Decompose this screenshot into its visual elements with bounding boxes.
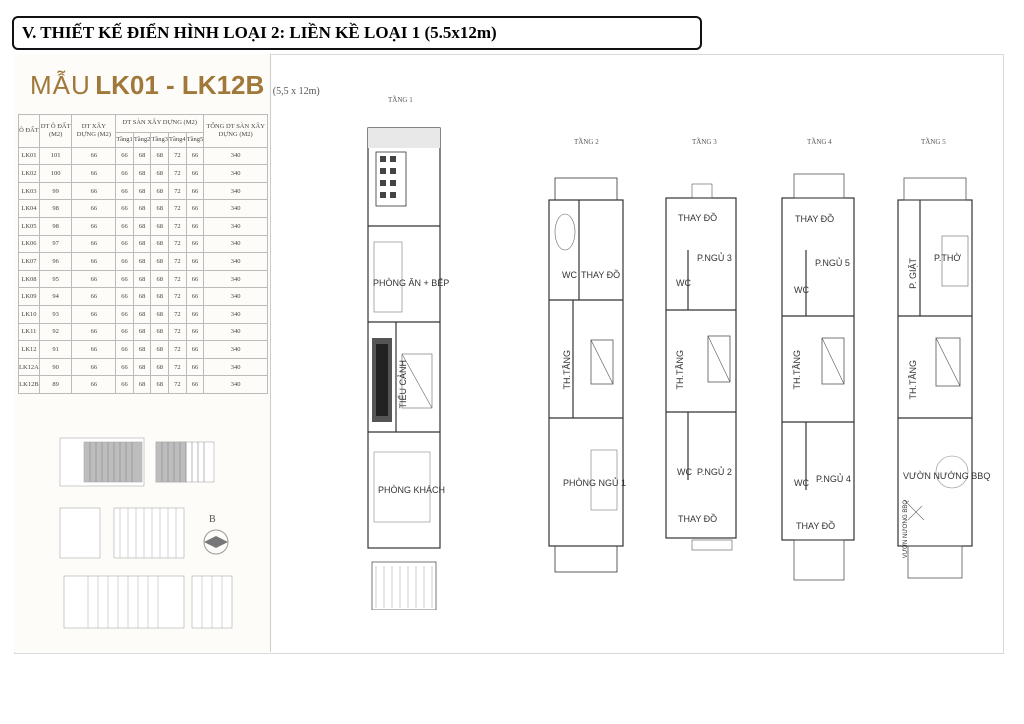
table-cell-f4: 72 (169, 182, 187, 200)
table-cell-lot: LK11 (19, 323, 40, 341)
room-bedroom-5: P.NGỦ 5 (815, 258, 850, 268)
room-dressing-top: THAY ĐỒ (678, 213, 718, 223)
model-code: LK01 - LK12B (95, 70, 265, 100)
table-cell-f4: 72 (169, 341, 187, 359)
room-void: TH.TẦNG (675, 350, 685, 390)
table-cell-land: 94 (39, 288, 72, 306)
table-cell-build: 66 (72, 376, 116, 394)
table-cell-f3: 68 (151, 217, 169, 235)
table-cell-f4: 72 (169, 235, 187, 253)
table-cell-build: 66 (72, 165, 116, 183)
table-cell-f5: 66 (186, 253, 204, 271)
floor-2-plan (545, 170, 629, 580)
table-cell-lot: LK04 (19, 200, 40, 218)
table-row (19, 147, 268, 165)
table-cell-f2: 68 (133, 358, 151, 376)
table-cell-total: 340 (204, 376, 268, 394)
table-cell-total: 340 (204, 165, 268, 183)
table-row (19, 288, 268, 306)
room-courtyard: TIỂU CẢNH (398, 360, 408, 409)
table-cell-lot: LK05 (19, 217, 40, 235)
table-cell-lot: LK10 (19, 305, 40, 323)
table-cell-land: 100 (39, 165, 72, 183)
area-table-body (19, 147, 268, 393)
table-cell-build: 66 (72, 235, 116, 253)
table-cell-f5: 66 (186, 147, 204, 165)
room-bedroom-4: P.NGỦ 4 (816, 474, 851, 484)
table-cell-lot: LK02 (19, 165, 40, 183)
table-cell-land: 98 (39, 217, 72, 235)
col-floor-2: Tầng2 (133, 132, 151, 147)
table-cell-build: 66 (72, 305, 116, 323)
table-cell-f2: 68 (133, 200, 151, 218)
table-row (19, 235, 268, 253)
table-row (19, 270, 268, 288)
table-cell-f3: 68 (151, 358, 169, 376)
table-cell-f5: 66 (186, 323, 204, 341)
model-size: (5,5 x 12m) (272, 86, 320, 97)
table-cell-build: 66 (72, 288, 116, 306)
table-cell-f4: 72 (169, 323, 187, 341)
room-bedroom-2: P.NGỦ 2 (697, 467, 732, 477)
col-lot: Ô ĐẤT (19, 115, 40, 148)
model-title (30, 70, 320, 101)
model-prefix: MẪU (30, 70, 91, 100)
table-cell-total: 340 (204, 235, 268, 253)
room-wc-top: WC (794, 285, 809, 295)
table-cell-f1: 66 (116, 358, 134, 376)
table-cell-f3: 68 (151, 147, 169, 165)
room-wc-bottom: WC (677, 467, 692, 477)
floor-5-label: TẦNG 5 (921, 138, 946, 146)
room-worship: P.THỜ (934, 253, 962, 263)
table-cell-total: 340 (204, 200, 268, 218)
table-cell-total: 340 (204, 182, 268, 200)
table-cell-lot: LK06 (19, 235, 40, 253)
compass-label: B (209, 514, 216, 525)
table-cell-f5: 66 (186, 200, 204, 218)
table-cell-f3: 68 (151, 235, 169, 253)
table-cell-f1: 66 (116, 305, 134, 323)
table-cell-build: 66 (72, 270, 116, 288)
table-cell-f4: 72 (169, 358, 187, 376)
table-cell-f2: 68 (133, 288, 151, 306)
table-cell-build: 66 (72, 253, 116, 271)
table-cell-total: 340 (204, 358, 268, 376)
table-row (19, 182, 268, 200)
table-row (19, 376, 268, 394)
section-heading (12, 16, 702, 50)
table-cell-f2: 68 (133, 305, 151, 323)
table-cell-build: 66 (72, 200, 116, 218)
room-void: TH.TẦNG (792, 350, 802, 390)
table-cell-f5: 66 (186, 341, 204, 359)
table-cell-total: 340 (204, 305, 268, 323)
table-cell-f4: 72 (169, 288, 187, 306)
table-cell-lot: LK08 (19, 270, 40, 288)
table-cell-f4: 72 (169, 217, 187, 235)
room-wc: WC (562, 270, 577, 280)
table-cell-f2: 68 (133, 165, 151, 183)
room-wc-bottom: WC (794, 478, 809, 488)
table-cell-f1: 66 (116, 217, 134, 235)
table-cell-f4: 72 (169, 253, 187, 271)
table-cell-f4: 72 (169, 200, 187, 218)
table-cell-f2: 68 (133, 147, 151, 165)
table-cell-f5: 66 (186, 305, 204, 323)
floor-1-label: TẦNG 1 (388, 96, 413, 104)
table-cell-land: 101 (39, 147, 72, 165)
col-floor-5: Tầng5 (186, 132, 204, 147)
table-row (19, 358, 268, 376)
table-cell-total: 340 (204, 147, 268, 165)
col-land-area: DT Ô ĐẤT (M2) (39, 115, 72, 148)
section-heading-text: V. THIẾT KẾ ĐIỂN HÌNH LOẠI 2: LIỀN KỀ LOẠI 1 (5.5x12m) (22, 23, 497, 42)
table-cell-f1: 66 (116, 147, 134, 165)
table-cell-f2: 68 (133, 253, 151, 271)
compass (204, 514, 228, 554)
table-cell-land: 95 (39, 270, 72, 288)
table-cell-f3: 68 (151, 288, 169, 306)
table-cell-f3: 68 (151, 253, 169, 271)
room-dressing-top: THAY ĐỒ (795, 214, 835, 224)
room-bbq-garden-vertical: VƯỜN NƯỚNG BBQ (903, 500, 909, 559)
table-row (19, 341, 268, 359)
table-cell-f1: 66 (116, 235, 134, 253)
table-cell-f4: 72 (169, 147, 187, 165)
table-cell-f1: 66 (116, 376, 134, 394)
col-build-area: DT XÂY DỰNG (M2) (72, 115, 116, 148)
col-floor-4: Tầng4 (169, 132, 187, 147)
table-cell-lot: LK12A (19, 358, 40, 376)
table-cell-f3: 68 (151, 341, 169, 359)
table-cell-f3: 68 (151, 323, 169, 341)
room-wc-top: WC (676, 278, 691, 288)
floor-3-label: TẦNG 3 (692, 138, 717, 146)
room-bedroom-1: PHÒNG NGỦ 1 (563, 478, 627, 488)
table-cell-f2: 68 (133, 217, 151, 235)
table-cell-lot: LK03 (19, 182, 40, 200)
table-cell-f1: 66 (116, 288, 134, 306)
block-top (60, 438, 214, 486)
table-cell-build: 66 (72, 182, 116, 200)
table-row (19, 200, 268, 218)
table-cell-f3: 68 (151, 200, 169, 218)
table-cell-lot: LK07 (19, 253, 40, 271)
site-plan (58, 434, 268, 644)
table-cell-total: 340 (204, 217, 268, 235)
table-cell-total: 340 (204, 323, 268, 341)
table-cell-f1: 66 (116, 200, 134, 218)
room-void: TH.TẦNG (562, 350, 572, 390)
room-bbq-garden: VƯỜN NƯỚNG BBQ (903, 471, 991, 481)
table-cell-f4: 72 (169, 305, 187, 323)
table-cell-total: 340 (204, 270, 268, 288)
table-cell-land: 97 (39, 235, 72, 253)
table-cell-f5: 66 (186, 358, 204, 376)
table-cell-f1: 66 (116, 253, 134, 271)
table-cell-land: 98 (39, 200, 72, 218)
table-cell-land: 93 (39, 305, 72, 323)
table-cell-f5: 66 (186, 217, 204, 235)
table-cell-lot: LK12B (19, 376, 40, 394)
room-dining-kitchen: PHÒNG ĂN + BẾP (373, 278, 450, 288)
table-cell-f3: 68 (151, 270, 169, 288)
room-bedroom-3: P.NGỦ 3 (697, 253, 732, 263)
table-cell-lot: LK01 (19, 147, 40, 165)
table-cell-f4: 72 (169, 165, 187, 183)
table-cell-build: 66 (72, 341, 116, 359)
table-cell-f5: 66 (186, 270, 204, 288)
table-cell-land: 89 (39, 376, 72, 394)
table-cell-f2: 68 (133, 341, 151, 359)
floor-2-label: TẦNG 2 (574, 138, 599, 146)
room-living: PHÒNG KHÁCH (378, 485, 446, 495)
table-cell-total: 340 (204, 341, 268, 359)
table-cell-f5: 66 (186, 376, 204, 394)
table-cell-f5: 66 (186, 165, 204, 183)
table-cell-lot: LK09 (19, 288, 40, 306)
table-cell-f2: 68 (133, 376, 151, 394)
table-row (19, 305, 268, 323)
table-cell-f5: 66 (186, 288, 204, 306)
table-cell-f2: 68 (133, 270, 151, 288)
table-row (19, 217, 268, 235)
table-cell-f5: 66 (186, 235, 204, 253)
table-cell-f4: 72 (169, 270, 187, 288)
table-cell-f2: 68 (133, 323, 151, 341)
table-cell-f3: 68 (151, 182, 169, 200)
room-dressing-bottom: THAY ĐỒ (678, 514, 718, 524)
room-dressing: THAY ĐỒ (581, 270, 621, 280)
table-row (19, 253, 268, 271)
table-cell-f4: 72 (169, 376, 187, 394)
table-row (19, 323, 268, 341)
table-cell-f2: 68 (133, 182, 151, 200)
model-info-panel (14, 54, 320, 652)
table-cell-f1: 66 (116, 165, 134, 183)
table-cell-f1: 66 (116, 182, 134, 200)
table-cell-build: 66 (72, 217, 116, 235)
table-cell-f1: 66 (116, 323, 134, 341)
table-cell-f3: 68 (151, 376, 169, 394)
block-middle (60, 508, 184, 558)
table-cell-land: 91 (39, 341, 72, 359)
table-cell-f3: 68 (151, 165, 169, 183)
table-cell-f5: 66 (186, 182, 204, 200)
table-cell-land: 90 (39, 358, 72, 376)
table-cell-lot: LK12 (19, 341, 40, 359)
table-cell-build: 66 (72, 323, 116, 341)
table-cell-total: 340 (204, 288, 268, 306)
room-void: TH.TẦNG (908, 360, 918, 400)
table-cell-build: 66 (72, 358, 116, 376)
table-cell-total: 340 (204, 253, 268, 271)
room-laundry: P. GIẶT (908, 258, 918, 289)
area-table (18, 114, 268, 394)
table-cell-build: 66 (72, 147, 116, 165)
table-cell-f1: 66 (116, 341, 134, 359)
col-floor-1: Tầng1 (116, 132, 134, 147)
table-cell-land: 96 (39, 253, 72, 271)
floor-3-plan (662, 180, 742, 556)
table-cell-land: 92 (39, 323, 72, 341)
col-floor-group: DT SÀN XÂY DỰNG (M2) (116, 115, 204, 133)
table-cell-land: 99 (39, 182, 72, 200)
table-cell-f3: 68 (151, 305, 169, 323)
table-cell-f1: 66 (116, 270, 134, 288)
room-dressing-bottom: THAY ĐỒ (796, 521, 836, 531)
floor-4-label: TẦNG 4 (807, 138, 832, 146)
block-bottom (64, 576, 232, 628)
table-row (19, 165, 268, 183)
col-floor-3: Tầng3 (151, 132, 169, 147)
col-total: TỔNG DT SÀN XÂY DỰNG (M2) (204, 115, 268, 148)
table-cell-f2: 68 (133, 235, 151, 253)
